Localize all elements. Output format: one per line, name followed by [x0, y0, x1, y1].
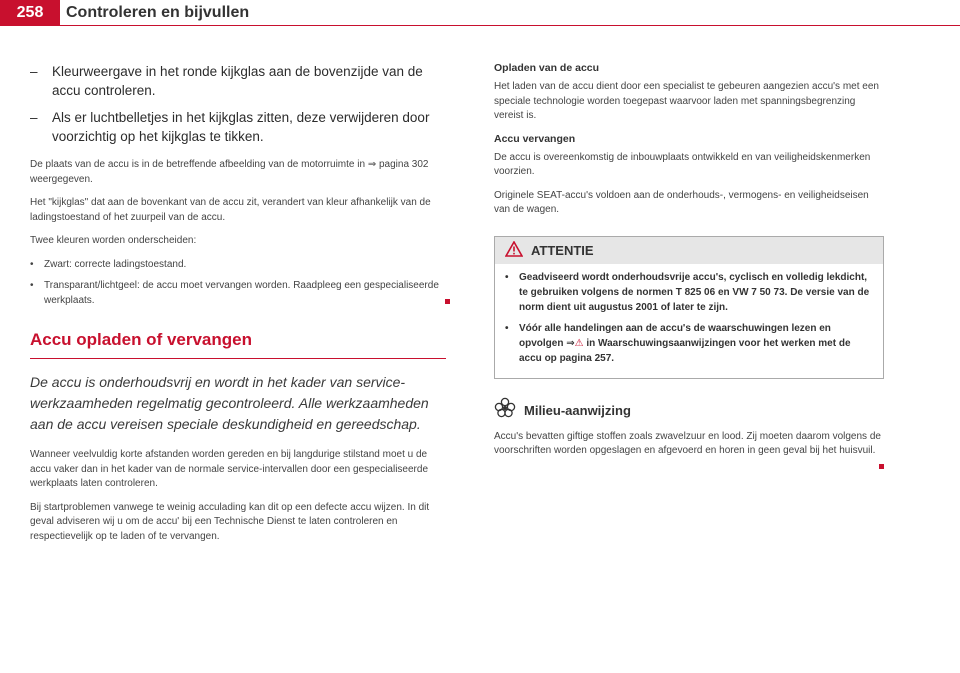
- battery-location-text: [30, 158, 450, 187]
- right-column: [494, 62, 884, 469]
- original-battery-text: Originele SEAT-accu's voldoen aan de onderhouds-, vermogens- en veiligheidseisen van de wagen.: [494, 189, 869, 215]
- bullet-dot: •: [505, 322, 509, 334]
- page-header-title: Controleren en bijvullen: [66, 4, 250, 21]
- bullet-dot: •: [30, 280, 34, 291]
- section-intro: De accu is onderhoudsvrij en wordt in het kader van service-werkzaamheden regelmatig gecontroleerd. Alle werkzaamheden aan de accu vereisen speciale deskundigheid en gereedschap.: [30, 374, 429, 432]
- environment-header: [494, 397, 884, 424]
- left-column: [30, 62, 450, 553]
- warning-item: [505, 321, 873, 366]
- warning-box: [494, 236, 884, 379]
- bullet-dot: •: [505, 271, 509, 283]
- dash-marker: –: [30, 110, 38, 125]
- start-problems-text: Bij startproblemen vanwege te weinig acculading kan dit op een defecte accu wijzen. In dit geval adviseren wij u om de accu' bij een Technische Dienst te laten controleren en respectievelijk op te laden of te vervangen.: [30, 501, 430, 542]
- warning-triangle-icon: ⚠: [574, 337, 584, 349]
- warning-title: ATTENTIE: [531, 242, 594, 258]
- replace-text: De accu is overeenkomstig de inbouwplaats ontwikkeld en van veiligheidskenmerken voorzien.: [494, 151, 871, 177]
- dash-item-text: Als er luchtbelletjes in het kijkglas zitten, deze verwijderen door voorzichtig op het kijkglas te tikken.: [52, 110, 430, 144]
- short-trips-text: Wanneer veelvuldig korte afstanden worden gereden en bij langdurige stilstand moet u de accu vaker dan in het kader van de normale service-intervallen door een gespecialiseerde werkplaats laten controleren.: [30, 449, 429, 489]
- page-reference-link[interactable]: in Waarschuwingsaanwijzingen voor het werken met de accu op pagina 257.: [519, 337, 851, 364]
- environment-text: [494, 430, 884, 459]
- environment-title: Milieu-aanwijzing: [524, 402, 631, 418]
- text-fragment: De plaats van de accu is in de betreffende afbeelding van de motorruimte in: [30, 159, 368, 170]
- charge-text: Het laden van de accu dient door een specialist te gebeuren aangezien accu's met een speciale technologie worden toegepast waarvoor laden met spanningsbegrenzing vereist is.: [494, 81, 879, 121]
- warning-header: [495, 237, 883, 264]
- bullet-text: Zwart: correcte ladingstoestand.: [44, 258, 187, 270]
- replace-heading: Accu vervangen: [494, 132, 576, 145]
- list-item: [30, 258, 450, 273]
- bullet-dot: •: [30, 258, 34, 270]
- list-item: [30, 279, 450, 308]
- cross-reference-arrow-icon[interactable]: ⇒: [566, 337, 575, 349]
- text-fragment: Vóór alle handelingen aan de accu's de waarschuwingen lezen en opvolgen: [519, 322, 831, 349]
- two-colors-text: Twee kleuren worden onderscheiden:: [30, 235, 197, 246]
- bullet-text: Transparant/lichtgeel: de accu moet vervangen worden. Raadpleeg een gespecialiseerde werkplaats.: [44, 280, 439, 306]
- text-fragment: Accu's bevatten giftige stoffen zoals zwavelzuur en lood. Zij moeten daarom volgens de voorschriften worden opgeslagen en afgevoerd en horen in geen geval bij het huisvuil.: [494, 430, 881, 456]
- page-reference-link[interactable]: pagina 302 weergegeven.: [30, 159, 429, 185]
- dash-item: [30, 62, 450, 100]
- header-rule: [60, 25, 960, 26]
- end-marker-icon: [879, 464, 884, 469]
- dash-marker: –: [30, 64, 38, 79]
- section-title: Accu opladen of vervangen: [30, 330, 446, 359]
- warning-item: [505, 270, 873, 315]
- charge-heading: Opladen van de accu: [494, 62, 600, 74]
- end-marker-icon: [445, 299, 450, 304]
- warning-triangle-icon: [505, 241, 523, 260]
- warning-body: [495, 264, 883, 378]
- sight-glass-text: Het "kijkglas" dat aan de bovenkant van de accu zit, verandert van kleur afhankelijk van de ladingstoestand of het zuurpeil van de accu.: [30, 197, 431, 223]
- warning-item-text: Geadviseerd wordt onderhoudsvrije accu's, cyclisch en volledig lekdicht, te gebruiken volgens de normen T 825 06 en VW 7 50 73. De versie van de norm dient uit augustus 2001 of later te zijn.: [519, 271, 870, 313]
- dash-item: [30, 108, 450, 146]
- dash-item-text: Kleurweergave in het ronde kijkglas aan de bovenzijde van de accu controleren.: [52, 64, 423, 98]
- environment-flower-icon: [494, 397, 516, 424]
- cross-reference-arrow-icon[interactable]: ⇒: [367, 159, 377, 170]
- page-number: 258: [0, 0, 60, 26]
